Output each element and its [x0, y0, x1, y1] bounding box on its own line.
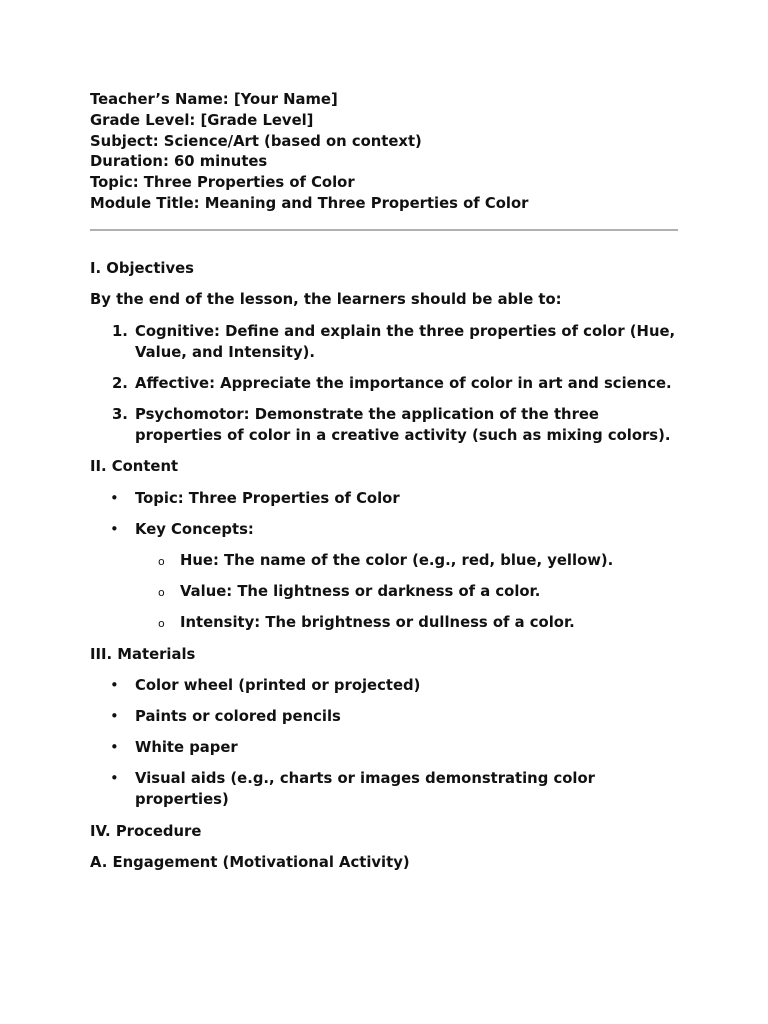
- material-text: Paints or colored pencils: [135, 707, 341, 725]
- bullet-icon: •: [110, 520, 119, 538]
- objective-item: [90, 373, 680, 394]
- bullet-icon: •: [110, 676, 119, 694]
- list-item: [90, 488, 680, 509]
- list-item: [90, 706, 680, 727]
- list-item: [90, 550, 680, 571]
- list-item: [90, 519, 680, 540]
- bullet-icon: •: [110, 738, 119, 756]
- objective-text: Psychomotor: Demonstrate the application of the three properties of color in a creative activity (such as mixing colors).: [135, 405, 671, 444]
- list-item: [90, 612, 680, 633]
- list-item: [90, 737, 680, 758]
- concepts-sublist: [90, 550, 680, 633]
- concept-text: Intensity: The brightness or dullness of a color.: [180, 613, 575, 631]
- objective-item: [90, 321, 680, 363]
- objectives-heading: I. Objectives: [90, 259, 194, 277]
- materials-heading: III. Materials: [90, 645, 196, 663]
- engagement-subheading: A. Engagement (Motivational Activity): [90, 853, 410, 871]
- bullet-icon: •: [110, 707, 119, 725]
- circle-bullet-icon: o: [158, 585, 165, 599]
- list-number: 1.: [112, 322, 128, 340]
- grade-level-line: Grade Level: [Grade Level]: [90, 111, 314, 129]
- objective-text: Cognitive: Define and explain the three properties of color (Hue, Value, and Intensity).: [135, 322, 676, 361]
- content-topic: Topic: Three Properties of Color: [135, 489, 400, 507]
- list-item: [90, 581, 680, 602]
- duration-line: Duration: 60 minutes: [90, 153, 268, 171]
- content-list: [90, 488, 680, 540]
- module-title-line: Module Title: Meaning and Three Properties of Color: [90, 194, 529, 212]
- teacher-name-line: Teacher’s Name: [Your Name]: [90, 91, 338, 108]
- lesson-plan-document: [90, 90, 680, 873]
- subject-line: Subject: Science/Art (based on context): [90, 132, 422, 150]
- objective-item: [90, 404, 680, 446]
- objectives-intro: By the end of the lesson, the learners should be able to:: [90, 290, 562, 308]
- material-text: Visual aids (e.g., charts or images demonstrating color properties): [135, 769, 595, 808]
- list-item: [90, 675, 680, 696]
- procedure-heading: IV. Procedure: [90, 822, 202, 840]
- topic-line: Topic: Three Properties of Color: [90, 174, 355, 192]
- concept-text: Value: The lightness or darkness of a color.: [180, 582, 541, 600]
- horizontal-divider: [90, 229, 678, 231]
- key-concepts-label: Key Concepts:: [135, 520, 254, 538]
- list-number: 2.: [112, 374, 128, 392]
- concept-text: Hue: The name of the color (e.g., red, blue, yellow).: [180, 551, 614, 569]
- content-heading: II. Content: [90, 457, 179, 475]
- objective-text: Affective: Appreciate the importance of color in art and science.: [135, 374, 672, 392]
- list-item: [90, 768, 680, 810]
- bullet-icon: •: [110, 489, 119, 507]
- circle-bullet-icon: o: [158, 554, 165, 568]
- bullet-icon: •: [110, 769, 119, 787]
- materials-list: [90, 675, 680, 810]
- objectives-list: [90, 321, 680, 446]
- material-text: White paper: [135, 738, 238, 756]
- list-number: 3.: [112, 405, 128, 423]
- document-header: [90, 90, 680, 215]
- material-text: Color wheel (printed or projected): [135, 676, 421, 694]
- circle-bullet-icon: o: [158, 616, 165, 630]
